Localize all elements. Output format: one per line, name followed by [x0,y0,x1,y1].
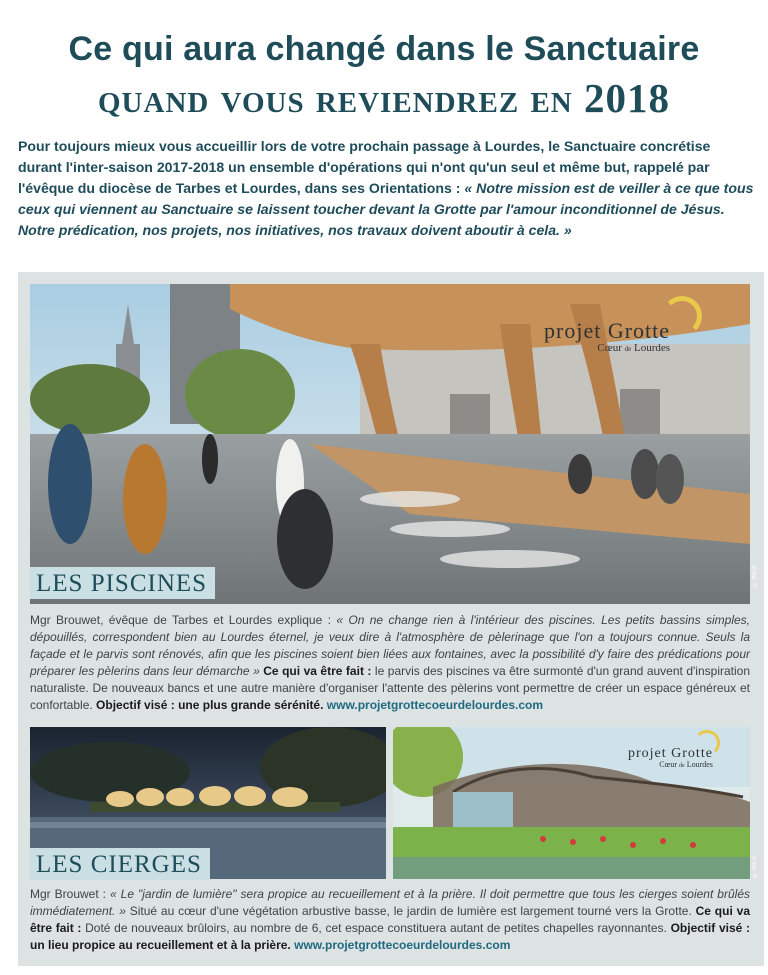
intro-text: Pour toujours mieux vous accueillir lors de votre prochain passage à Lourdes, le Sanctuaire concrétise durant l'inter-saison 2017-2018 un ensemble d'opérations qui n'ont qu'un seul et même but, rappelé par l'évêque du diocèse de Tarbes et Lourdes, dans ses Orientations : [18,138,711,196]
piscines-quote: « On ne change rien à l'intérieur des piscines. Les petits bassins simples, dépouillés, correspondent bien au Lourdes éternel, je veux dire à l'atmosphère de pèlerinage que l'on a toujours connue. Seuls la façade et le parvis sont rénovés, afin que les piscines soient bien liées aux fontaines, avec la possibilité d'y faire des prédications pour préparer les pèlerins dans leur démarche » [30,613,750,678]
projet-grotte-logo-bottom [628,744,713,769]
logo-sub-suffix: Lourdes [633,342,671,354]
piscines-bold-1: Ce qui va être fait : [259,664,372,678]
piscines-website-link[interactable]: www.projetgrottecoeurdelourdes.com [326,698,544,712]
section-label-piscines: LES PISCINES [30,567,215,599]
piscines-intro: Mgr Brouwet, évêque de Tarbes et Lourdes explique : [30,613,337,627]
photo-credit-bottom: © INCA [752,856,758,879]
page-subtitle: quand vous reviendrez en 2018 [98,75,670,121]
cierges-text-0: Situé au cœur d'une végétation arbustive basse, le jardin de lumière est largement tourné vers la Grotte. [125,904,696,918]
logo-sub-prefix: Cœur [597,342,622,354]
projet-grotte-logo-top [544,318,670,354]
logo-ring-icon [662,296,702,336]
cierges-intro: Mgr Brouwet : [30,887,110,901]
cierges-description [30,886,750,954]
page-title: Ce qui aura changé dans le Sanctuaire [68,30,700,68]
piscines-text-1: le parvis des piscines va être surmonté d'un grand auvent d'inspiration naturaliste. De nouveaux bancs et une autre manière d'organiser l'attente des pèlerins vont permettre de créer un espace généreux et confortable. [30,664,751,712]
logo-sub-text [544,342,670,354]
logo-sub-small-small: de [679,763,685,769]
cierges-website-link[interactable]: www.projetgrottecoeurdelourdes.com [294,938,511,952]
intro-quote: « Notre mission est de veiller à ce que tous ceux qui viennent au Sanctuaire se laissent toucher devant la Grotte par l'amour inconditionnel de Jésus. Notre prédication, nos projets, nos initiatives, nos travaux doivent aboutir à cela. » [18,180,754,238]
cierges-bold-1: Ce qui va être fait : [30,904,750,935]
logo-sub-text-small [628,760,713,769]
logo-sub-small: de [624,345,632,353]
intro-paragraph [18,136,756,241]
photo-credit-top: © INCA [752,565,758,588]
logo-sub-prefix-small: Cœur [659,760,678,769]
section-label-cierges: LES CIERGES [30,848,210,880]
cierges-text-1: Doté de nouveaux brûloirs, au nombre de 6, cet espace constituera autant de petites chapelles rayonnantes. [81,921,671,935]
piscines-description [30,612,750,714]
piscines-objective: Objectif visé : une plus grande sérénité. [96,698,324,712]
cierges-quote: « Le "jardin de lumière" sera propice au recueillement et à la prière. Il doit permettre que tous les cierges soient brûlés immédiatement. » [30,887,750,918]
cierges-objective: Objectif visé : un lieu propice au recueillement et à la prière. [30,921,750,952]
logo-ring-icon-small [694,730,720,756]
logo-main-text-small: projet Grotte [628,746,713,761]
logo-sub-suffix-small: Lourdes [686,760,713,769]
logo-main-text: projet Grotte [544,318,671,343]
